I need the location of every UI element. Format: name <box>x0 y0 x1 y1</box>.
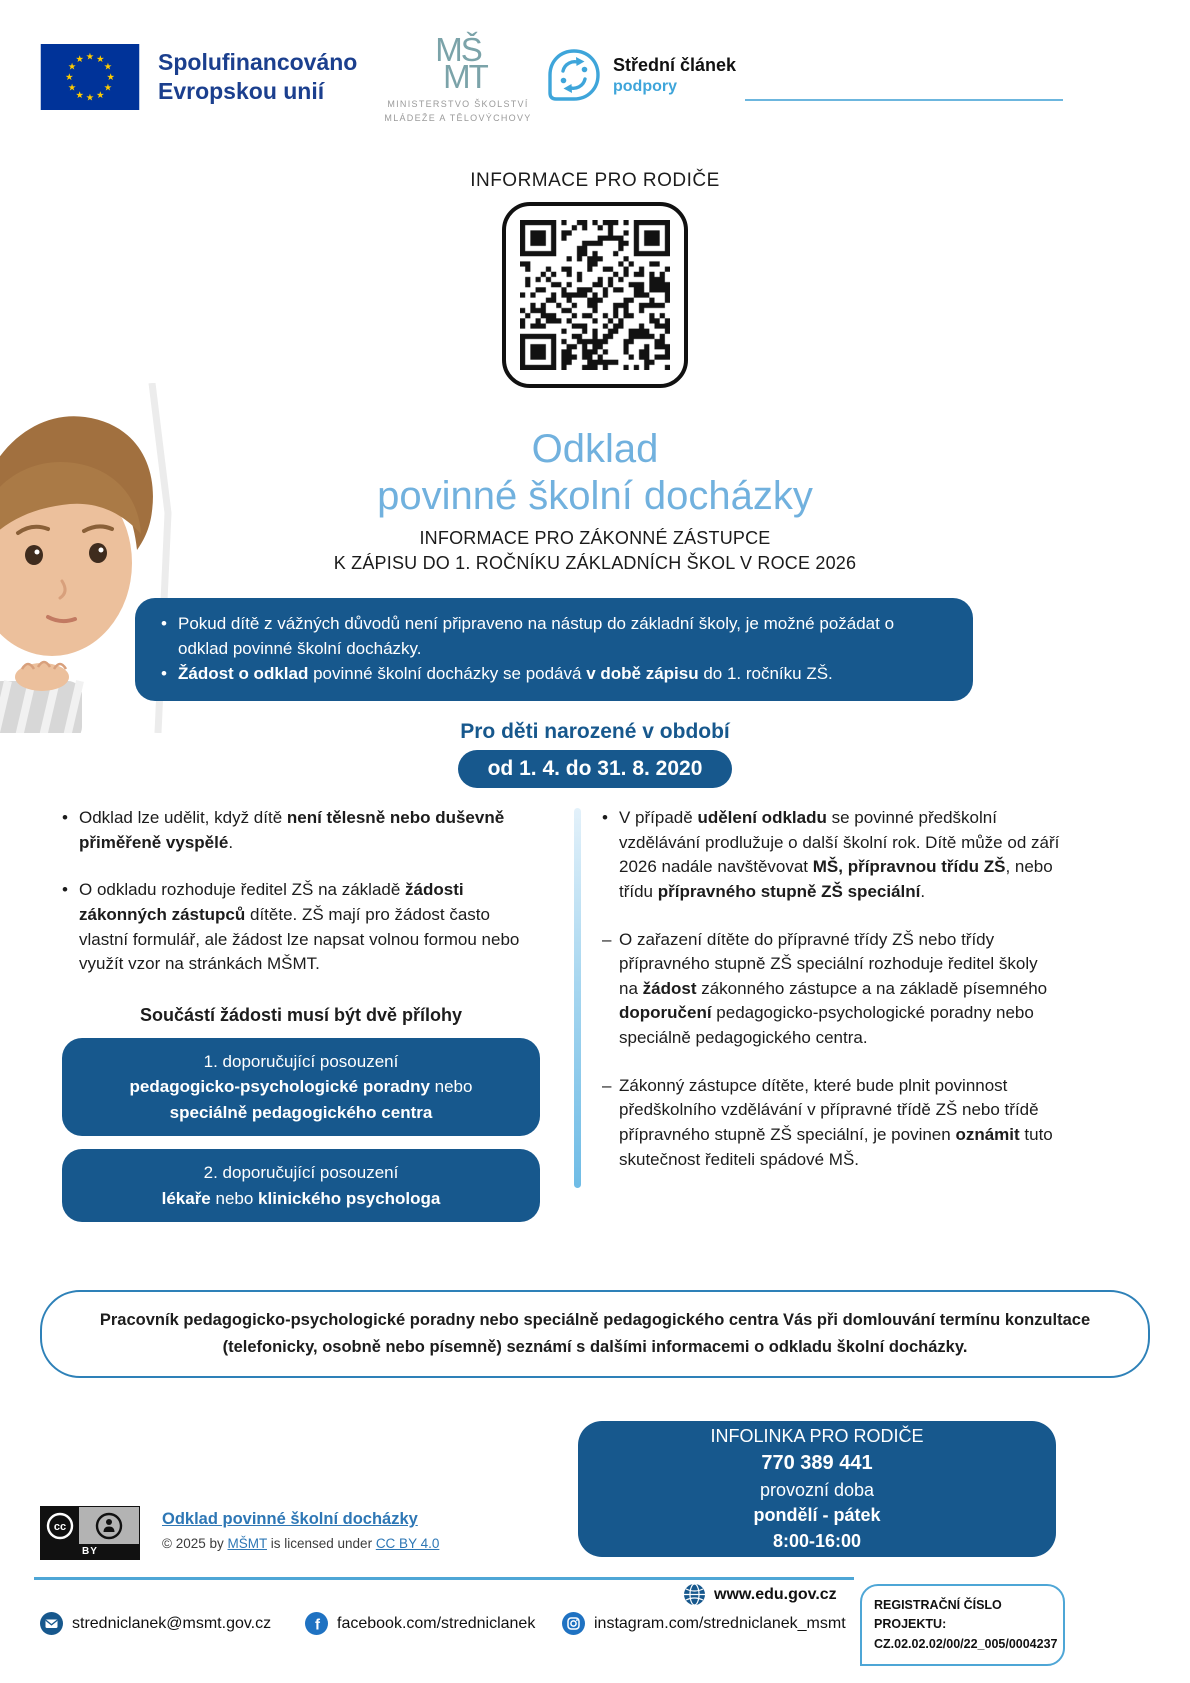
facebook-link[interactable]: f facebook.com/stredniclanek <box>305 1612 535 1635</box>
envelope-icon <box>40 1612 63 1635</box>
svg-text:★: ★ <box>75 89 84 100</box>
qr-code-canvas <box>520 220 670 370</box>
infoline-label: provozní doba <box>759 1479 875 1500</box>
msmt-label: MINISTERSTVO ŠKOLSTVÍ MLÁDEŽE A TĚLOVÝCHOVY <box>384 99 532 123</box>
msmt-link[interactable]: MŠMT <box>227 1536 267 1551</box>
eu-flag-icon <box>40 44 140 110</box>
notice-box: Pracovník pedagogicko-psychologické poradny nebo speciálně pedagogického centra Vás při domlouvání termínu konzultace (telefonicky, osobně nebo písemně) seznámí s dalšími informacemi o odkladu školní docházky. <box>40 1290 1150 1378</box>
attachment-box-1: 1. doporučující posouzení pedagogicko-psychologické poradny nebo speciálně pedagogického centra <box>62 1038 540 1137</box>
cc-icon <box>41 1507 79 1544</box>
infoline-hours: 8:00-16:00 <box>772 1530 862 1551</box>
infoline-box <box>578 1421 1056 1557</box>
left-item-2: • O odkladu rozhoduje ředitel ZŠ na základě žádosti zákonných zástupců dítěte. ZŠ mají pro žádost často vlastní formulář, ale žádost lze napsat volnou formou nebo využít vzor na stránkách MŠMT. <box>62 878 540 977</box>
globe-icon <box>683 1583 706 1606</box>
svg-text:★: ★ <box>65 72 74 82</box>
by-label: BY <box>41 1544 139 1560</box>
stredni-clanek-logo <box>547 48 736 102</box>
right-column <box>602 806 1060 1195</box>
person-icon <box>79 1507 139 1544</box>
instagram-link[interactable]: instagram.com/stredniclanek_msmt <box>562 1612 846 1635</box>
registration-box: REGISTRAČNÍ ČÍSLO PROJEKTU: CZ.02.02.02/00/22_005/0004237 <box>860 1584 1065 1666</box>
intro-item-1: • Pokud dítě z vážných důvodů není připraveno na nástup do základní školy, je možné požádat o odklad povinné školní docházky. <box>161 612 947 662</box>
qr-code <box>502 202 688 388</box>
svg-text:★: ★ <box>103 82 113 93</box>
instagram-icon <box>562 1612 585 1635</box>
license-title-link[interactable]: Odklad povinné školní docházky <box>162 1510 418 1528</box>
period-badge-wrap <box>0 750 1190 788</box>
right-item-2: – O zařazení dítěte do přípravné třídy ZŠ nebo třídy přípravného stupně ZŠ speciální rozhoduje ředitel školy na žádost zákonného zástupce a na základě písemného doporučení pedagogicko-psychologické poradny nebo speciálně pedagogického centra. <box>602 928 1060 1051</box>
msmt-logo <box>380 31 536 125</box>
svg-text:cc: cc <box>53 1520 67 1533</box>
svg-text:★: ★ <box>96 54 105 65</box>
svg-text:★: ★ <box>96 89 105 100</box>
svg-text:★: ★ <box>67 82 77 93</box>
msmt-monogram: MŠ MT <box>435 31 487 96</box>
stredni-clanek-label: Střední článek podpory <box>613 54 737 95</box>
website-link[interactable]: www.edu.gov.cz <box>683 1583 837 1606</box>
info-for-parents-heading: INFORMACE PRO RODIČE <box>470 170 720 191</box>
cycle-bubble-icon <box>547 48 601 102</box>
svg-text:★: ★ <box>85 92 95 103</box>
email-link[interactable]: stredniclanek@msmt.gov.cz <box>40 1612 271 1635</box>
facebook-icon <box>305 1612 328 1635</box>
left-column <box>62 806 540 1235</box>
svg-text:★: ★ <box>106 72 115 82</box>
svg-text:★: ★ <box>67 61 77 72</box>
attachment-box-2: 2. doporučující posouzení lékaře nebo klinického psychologa <box>62 1149 540 1222</box>
infoline-title: INFOLINKA PRO RODIČE <box>710 1425 924 1446</box>
left-item-1: • Odklad lze udělit, když dítě není tělesně nebo duševně přiměřeně vyspělé. <box>62 806 540 855</box>
period-badge: od 1. 4. do 31. 8. 2020 <box>458 750 733 788</box>
period-heading: Pro děti narozené v období <box>460 720 730 743</box>
svg-text:★: ★ <box>103 61 113 72</box>
license-line: © 2025 by MŠMT is licensed under CC BY 4.0 <box>162 1536 440 1551</box>
right-item-1: • V případě udělení odkladu se povinné předškolní vzdělávání prodlužuje o další školní rok. Dítě může od září 2026 nadále navštěvovat MŠ, přípravnou třídu ZŠ, nebo třídu přípravného stupně ZŠ speciální. <box>602 806 1060 905</box>
eu-cofunded-logo <box>40 44 357 110</box>
infoline-phone: 770 389 441 <box>761 1452 873 1475</box>
ccby-link[interactable]: CC BY 4.0 <box>375 1536 440 1551</box>
cc-by-badge <box>40 1506 140 1560</box>
intro-box <box>135 598 973 701</box>
svg-text:f: f <box>315 1616 320 1634</box>
intro-item-2: • Žádost o odklad povinné školní docházky se podává v době zápisu do 1. ročníku ZŠ. <box>161 662 947 687</box>
svg-text:★: ★ <box>85 51 95 62</box>
svg-text:★: ★ <box>75 54 84 65</box>
page-subtitle: INFORMACE PRO ZÁKONNÉ ZÁSTUPCE K ZÁPISU DO 1. ROČNÍKU ZÁKLADNÍCH ŠKOL V ROCE 2026 <box>333 528 857 574</box>
attachments-heading: Součástí žádosti musí být dvě přílohy <box>139 1004 463 1025</box>
footer-divider-line <box>34 1577 854 1580</box>
eu-label: Spolufinancováno Evropskou unií <box>158 48 358 104</box>
infoline-days: pondělí - pátek <box>753 1505 881 1526</box>
license-block <box>40 1506 439 1560</box>
column-divider <box>574 808 581 1188</box>
page-title: Odklad povinné školní docházky <box>377 427 813 519</box>
header-divider-line <box>745 99 1063 101</box>
right-item-3: – Zákonný zástupce dítěte, které bude plnit povinnost předškolního vzdělávání v přípravné třídě ZŠ nebo třídě přípravného stupně ZŠ speciální, je povinen oznámit tuto skutečnost řediteli spádové MŠ. <box>602 1074 1060 1173</box>
